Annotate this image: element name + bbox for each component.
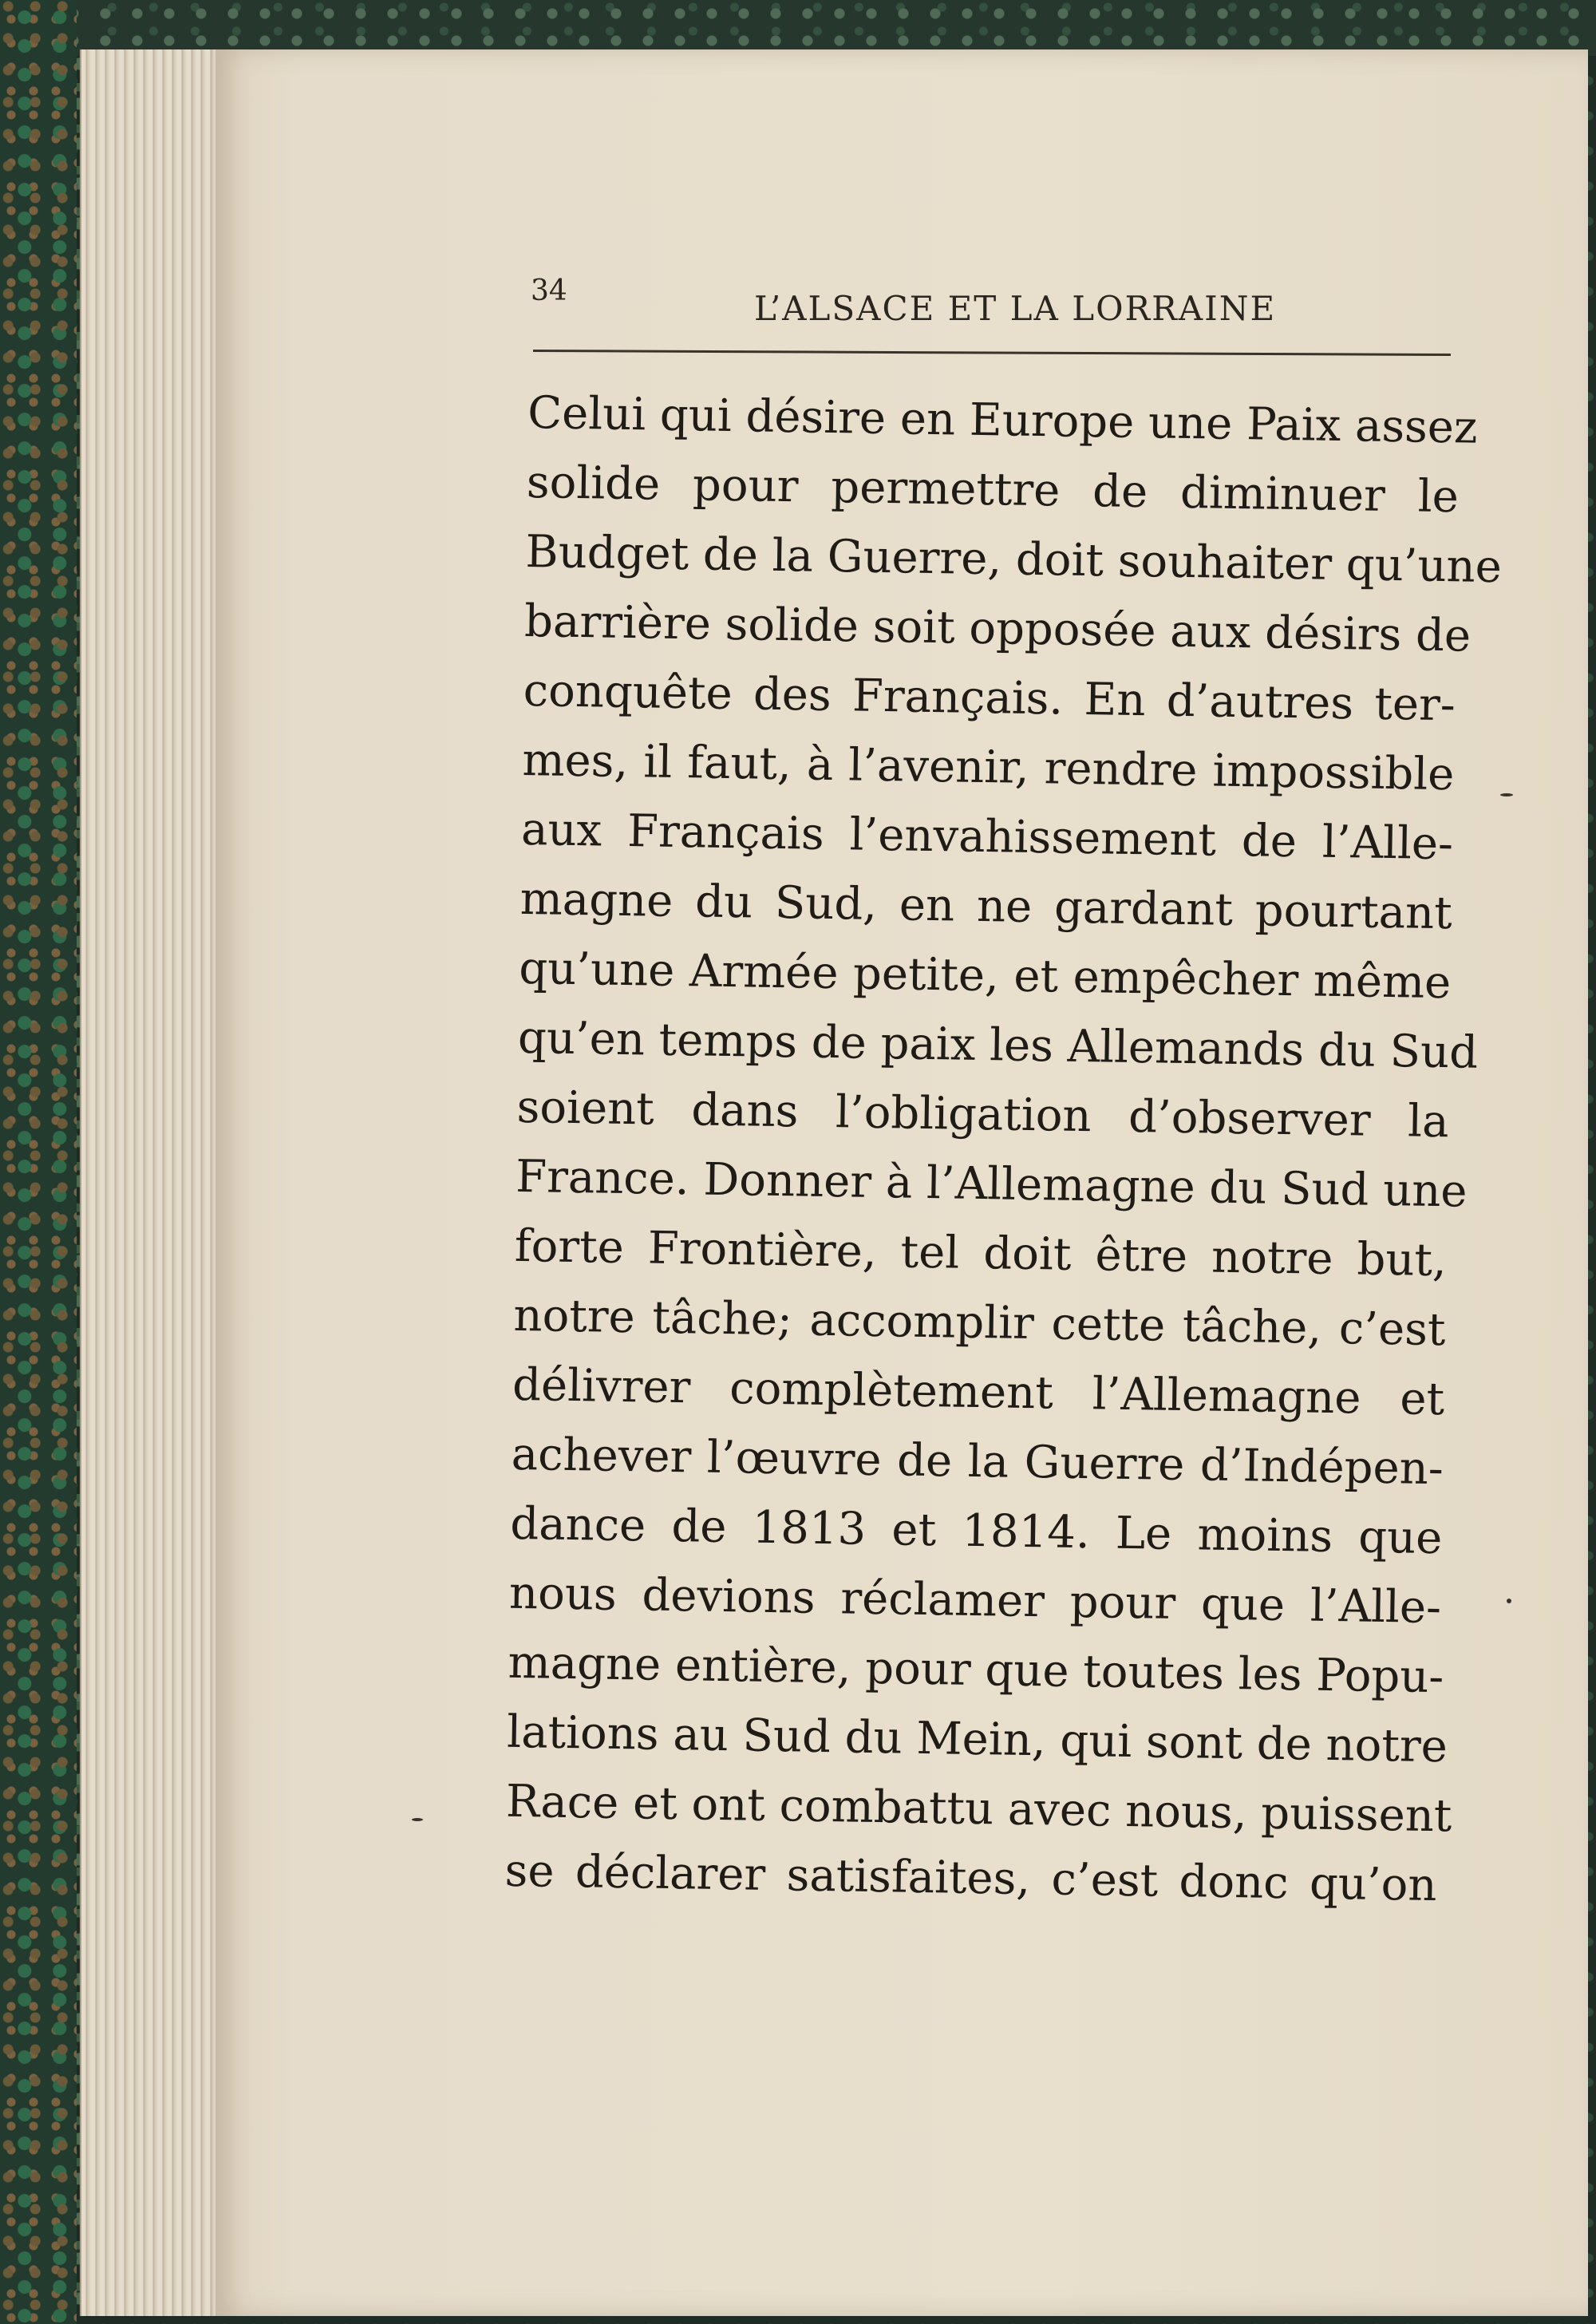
text-line: délivrer complètement l’Allemagne et [512,1358,1445,1426]
text-line: se déclarer satisfaites, c’est donc qu’on [504,1844,1437,1912]
running-title: L’ALSACE ET LA LORRAINE [754,289,1277,328]
page-stack-edges [80,49,221,2316]
margin-mark [1500,793,1513,796]
text-line: conquête des Français. En d’autres ter- [523,664,1456,732]
body-text [504,378,1503,1920]
text-line: achever l’œuvre de la Guerre d’Indépen- [511,1428,1444,1496]
margin-mark [1507,1599,1511,1603]
text-line: lations au Sud du Mein, qui sont de notre [506,1705,1448,1773]
running-head [531,289,1464,345]
text-line: magne entière, pour que toutes les Popu- [508,1636,1444,1704]
book-cover-top [0,0,1596,56]
page-number: 34 [531,275,567,307]
text-line: Budget de la Guerre, doit souhaiter qu’une [525,525,1503,594]
text-line: Celui qui désire en Europe une Paix assez [527,386,1478,454]
text-line: magne du Sud, en ne gardant pourtant [519,872,1453,940]
text-line: solide pour permettre de diminuer le [526,456,1460,524]
text-line: mes, il faut, à l’avenir, rendre impossible [521,733,1455,801]
text-line: Race et ont combattu avec nous, puissent [505,1775,1452,1843]
book-cover-marbled-edge [0,0,77,2324]
text-line: forte Frontière, tel doit être notre but, [514,1219,1448,1287]
text-line: soient dans l’obligation d’observer la [516,1081,1450,1148]
text-line: dance de 1813 et 1814. Le moins que [509,1497,1443,1565]
margin-mark [412,1818,423,1821]
text-line: qu’une Armée petite, et empêcher même [518,942,1452,1010]
text-line: barrière solide soit opposée aux désirs de [523,595,1472,662]
text-line: qu’en temps de paix les Allemands du Sud [517,1011,1479,1079]
text-line: nous devions réclamer pour que l’Alle- [508,1567,1442,1634]
text-line: France. Donner à l’Allemagne du Sud une [515,1150,1468,1218]
text-line: notre tâche; accomplir cette tâche, c’est [513,1289,1446,1357]
text-line: aux Français l’envahissement de l’Alle- [520,803,1454,871]
